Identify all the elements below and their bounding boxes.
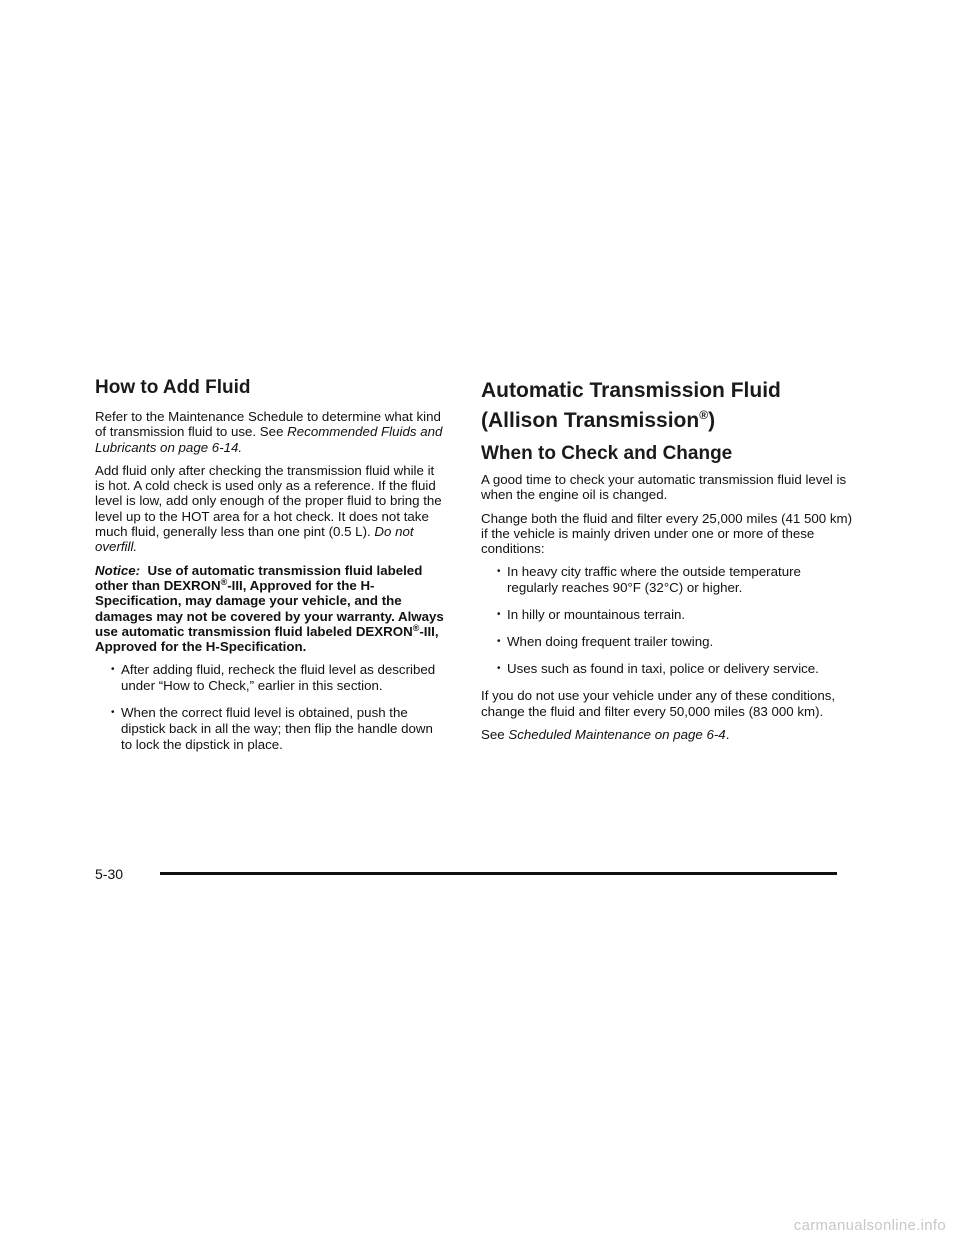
paragraph-normal-interval: If you do not use your vehicle under any of these conditions, change the fluid and filter every 50,000 miles (83 000 km).	[481, 688, 836, 719]
cross-reference-link[interactable]: Recommended Fluids and Lubricants on page 6-14.	[95, 424, 443, 455]
list-item: • When the correct fluid level is obtained, push the dipstick back in all the way; then flip the handle down to lock the dipstick in place.	[111, 705, 433, 753]
bullet-list-conditions	[481, 564, 853, 677]
left-column	[95, 376, 447, 764]
footer-divider	[160, 872, 837, 875]
bullet-icon: •	[497, 566, 501, 578]
cross-reference-link[interactable]: Scheduled Maintenance on page 6-4	[508, 727, 726, 743]
paragraph-see-reference: See Scheduled Maintenance on page 6-4.	[481, 727, 730, 743]
notice-label: Notice:	[95, 562, 141, 578]
list-item: • When doing frequent trailer towing.	[497, 634, 714, 650]
list-item: • In heavy city traffic where the outside temperature regularly reaches 90°F (32°C) or higher.	[497, 564, 801, 596]
bullet-icon: •	[497, 663, 501, 675]
registered-mark: ®	[220, 576, 228, 587]
paragraph-add-fluid	[95, 463, 447, 555]
bullet-list-add-fluid	[95, 662, 447, 753]
registered-mark: ®	[412, 622, 420, 633]
list-item: • Uses such as found in taxi, police or delivery service.	[497, 661, 819, 677]
subheading-when-to-check: When to Check and Change	[481, 443, 733, 464]
heading-automatic-transmission-fluid: Automatic Transmission Fluid (Allison Transmission®)	[481, 379, 781, 432]
paragraph-text: Add fluid only after checking the transmission fluid while it is hot. A cold check is used only as a reference. If the fluid level is low, add only enough of the proper fluid to bring the level up to the HOT area for a hot check. It does not take much fluid, generally less than one pint (0.5 L).	[95, 462, 442, 540]
paragraph-text: Refer to the Maintenance Schedule to determine what kind of transmission fluid to use. See	[95, 409, 441, 440]
right-column	[481, 376, 853, 750]
paragraph-maintenance-schedule	[95, 409, 447, 455]
bullet-icon: •	[111, 664, 115, 676]
paragraph-change-interval: Change both the fluid and filter every 25,000 miles (41 500 km) if the vehicle is mainly driven under one or more of these conditions:	[481, 510, 853, 557]
paragraph-good-time: A good time to check your automatic transmission fluid level is when the engine oil is changed.	[481, 472, 847, 503]
notice-text-b: -III, Approved for the H-Specification, may damage your vehicle, and the damages may not be covered by your warranty. Always use automatic transmission fluid labeled DEXRON	[95, 577, 444, 639]
list-item: • In hilly or mountainous terrain.	[497, 607, 686, 623]
bullet-icon: •	[497, 609, 501, 621]
heading-how-to-add-fluid: How to Add Fluid	[95, 377, 251, 398]
registered-mark: ®	[699, 408, 709, 422]
notice-text-a: Use of automatic transmission fluid labeled other than DEXRON	[95, 562, 423, 593]
notice-block	[95, 563, 447, 655]
notice-text-c: -III, Approved for the H-Specification.	[95, 623, 439, 655]
list-item: • After adding fluid, recheck the fluid level as described under “How to Check,” earlier in this section.	[111, 662, 436, 694]
bullet-icon: •	[497, 636, 501, 648]
watermark: carmanualsonline.info	[793, 1217, 946, 1234]
bullet-icon: •	[111, 707, 115, 719]
do-not-overfill-emphasis: Do not overfill.	[95, 524, 414, 555]
page-number: 5-30	[95, 866, 124, 882]
